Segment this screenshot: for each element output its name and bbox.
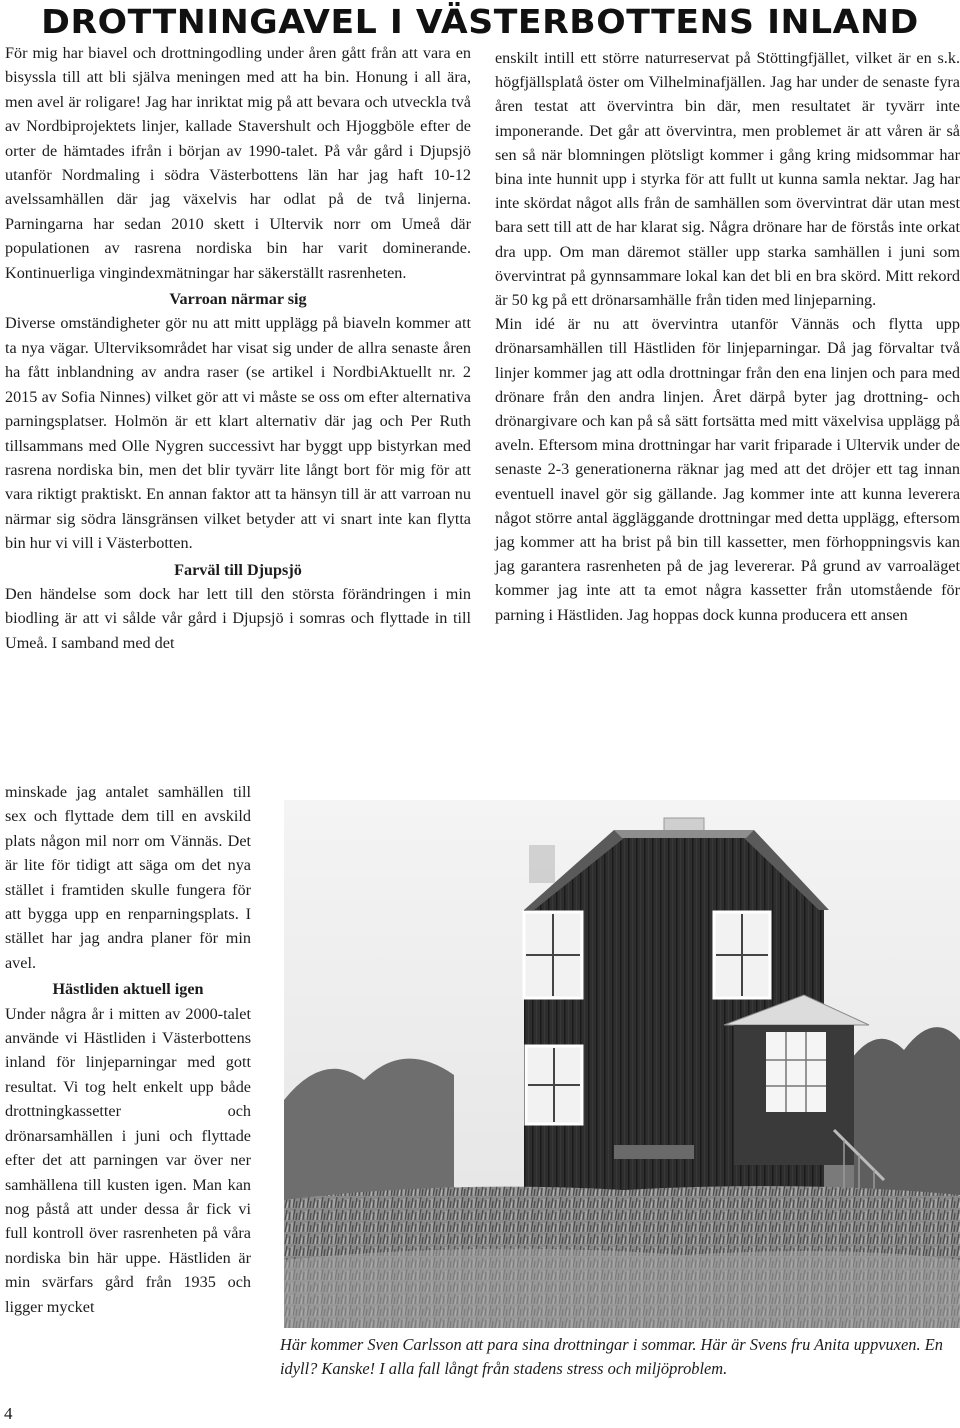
section-heading: Hästliden aktuell igen (52, 980, 204, 999)
left-column (5, 41, 471, 655)
paragraph: minskade jag antalet samhällen till sex och flyttade dem till en avskild plats någon mil norr om Vännäs. Det är lite för tidigt att säga om det nya stället i framtiden skulle fungera för att bygga upp en renparningsplats. I stället har jag andra planer för min avel. (5, 783, 251, 972)
paragraph: Under några år i mitten av 2000-talet använde vi Hästliden i Västerbottens inland för linjeparningar med gott resultat. Vi tog helt enkelt upp både drottningkassetter och drönarsamhällen i juni och flyttade efter det att parningen var över ner samhällena till kusten igen. Man kan nog påstå att under dessa år fick vi full kontroll över rasrenheten på våra nordiska bin här uppe. Hästliden är min svärfars gård från 1935 och ligger mycket (5, 1004, 251, 1316)
right-column (495, 46, 960, 627)
house-photo (284, 800, 960, 1328)
paragraph: Diverse omständigheter gör nu att mitt upplägg på biaveln kommer att ta nya vägar. Ulterviksområdet har visat sig under de allra senaste åren ha fått inblandning av andra raser (se artikel i NordbiAktuellt nr. 2 2015 av Sofia Ninnes) vilket gör att vi måste se oss om efter alternativa parningsplatser. Holmön är ett klart alternativ där jag och Per Ruth tillsammans med Olle Nygren successivt har byggt upp bistyrkan med rasrena nordiska bin, men det blir tyvärr lite långt bort för mig för att vara riktigt praktiskt. En annan faktor att ta hänsyn till är att varroan nu närmar sig södra länsgränsen vilket betyder att vi snart inte kan flytta bin hur vi vill i Västerbotten. (5, 314, 471, 553)
paragraph: Den händelse som dock har lett till den största förändringen i min biodling är att vi sålde vår gård i Djupsjö i somras och flyttade in till Umeå. I samband med det (5, 584, 471, 652)
photo-caption: Här kommer Sven Carlsson att para sina drottningar i sommar. Här är Svens fru Anita uppvuxen. En idyll? Kanske! I alla fall långt från stadens stress och miljöproblem. (280, 1335, 943, 1378)
narrow-column (5, 780, 251, 1319)
paragraph: För mig har biavel och drottningodling under åren gått från att vara en bisyssla till att bli själva meningen med att ha bin. Honung i all ära, men avel är roligare! Jag har inriktat mig på att bevara och utveckla två av Nordbiprojektets linjer, kallade Stavershult och Hjoggböle efter de orter de hämtades ifrån i början av 1990-talet. På vår gård i Djupsjö utanför Nordmaling i södra Västerbottens län har jag haft 10-12 avelssamhällen där jag växelvis har odlat på de två linjerna. Parningarna har sedan 2010 skett i Ultervik norr om Umeå där populationen av rasrena nordiska bin har varit dominerande. Kontinuerliga vingindexmätningar har säkerställt rasrenheten. (5, 44, 471, 282)
section-heading: Varroan närmar sig (169, 290, 307, 309)
paragraph: enskilt intill ett större naturreservat på Stöttingfjället, vilket är en s.k. högfjällsplatå öster om Vilhelminafjällen. Jag har under de senaste fyra åren testat att övervintra bin där, men resultatet är tyvärr inte imponerande. Det går att övervintra, men problemet är att våren är så sen så när blomningen plötsligt kommer i gång kring midsommar har bina inte hunnit upp i styrka för att fullt ut kunna samla nektar. Jag har inte skördat något alls från de samhällen som övervintrat där utan mest bara sett till att de har klarat sig. Några drönare har de förstås inte orkat dra upp. Om man däremot ställer upp starka samhällen i juni som övervintrat på gynnsammare lokal kan det bli en bra skörd. Mitt rekord är 50 kg på ett drönarsamhälle från tiden med linjeparning. (495, 49, 960, 310)
page-title: DROTTNINGAVEL I VÄSTERBOTTENS INLAND (41, 2, 919, 41)
page-number: 4 (4, 1404, 13, 1423)
paragraph: Min idé är nu att övervintra utanför Vännäs och flytta upp drönarsamhällen till Hästliden för linjeparningar. Då jag förvaltar två linjer kommer jag att odla drottningar från den ena linjen och para med drönare från den andra linjen. Året därpå byter jag drottning- och drönargivare och kan på så sätt fortsätta med mitt växelvisa upplägg på aveln. Eftersom mina drottningar har varit friparade i Ultervik under de senaste 2-3 generationerna räknar jag med att det dröjer ett tag innan eventuell inavel gör sig gällande. Jag kommer inte att kunna leverera något större antal äggläggande drottningar med detta upplägg, eftersom jag kommer att ha brist på bin till kassetter, men förhoppningsvis kan jag garantera rasrenheten på de jag levererar. På grund av varroaläget kommer jag inte att ta emot några kassetter från utomstående för parning i Hästliden. Jag hoppas dock kunna producera ett ansen (495, 315, 960, 624)
section-heading: Farväl till Djupsjö (174, 560, 302, 579)
